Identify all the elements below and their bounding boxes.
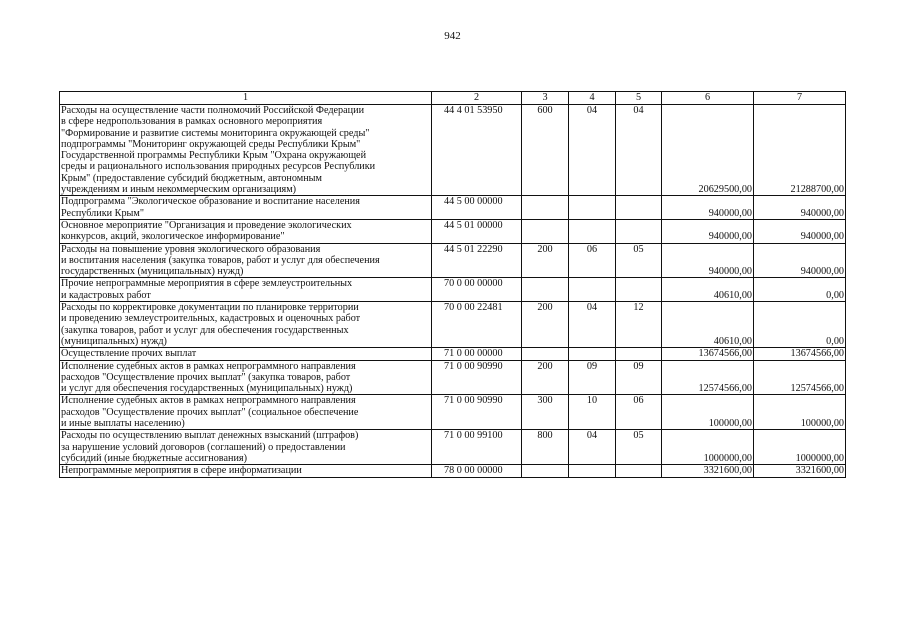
row-value-7: 13674566,00 xyxy=(754,348,846,360)
row-col4 xyxy=(569,219,616,243)
row-code: 71 0 00 90990 xyxy=(432,360,522,395)
row-description: Прочие непрограммные мероприятия в сфере землеустроительных и кадастровых работ xyxy=(60,278,432,302)
row-value-7: 21288700,00 xyxy=(754,105,846,196)
row-code: 70 0 00 22481 xyxy=(432,302,522,348)
table-row xyxy=(60,465,846,477)
column-header: 4 xyxy=(569,92,616,105)
row-col4: 09 xyxy=(569,360,616,395)
row-code: 71 0 00 90990 xyxy=(432,395,522,430)
row-col4 xyxy=(569,348,616,360)
row-description: Расходы на осуществление части полномочий Российской Федерации в сфере недропользования в рамках основного мероприятия "Формирование и развитие системы мониторинга окружающей среды" подпрограммы "Мониторинг окружающей среды Республики Крым" Государственной программы Республики Крым "Охрана окружающей среды и рационального использования природных ресурсов Республики Крым" (предоставление субсидий бюджетным, автономным учреждениям и иным некоммерческим организациям) xyxy=(60,105,432,196)
row-col5 xyxy=(616,278,662,302)
row-code: 44 4 01 53950 xyxy=(432,105,522,196)
row-col3 xyxy=(522,219,569,243)
row-value-6: 940000,00 xyxy=(662,219,754,243)
row-col4: 04 xyxy=(569,430,616,465)
row-col5: 05 xyxy=(616,430,662,465)
row-value-7: 3321600,00 xyxy=(754,465,846,477)
row-col4: 04 xyxy=(569,302,616,348)
table-row xyxy=(60,105,846,196)
table-row xyxy=(60,395,846,430)
row-value-7: 940000,00 xyxy=(754,219,846,243)
row-value-6: 12574566,00 xyxy=(662,360,754,395)
row-value-7: 940000,00 xyxy=(754,196,846,220)
table-row xyxy=(60,430,846,465)
row-description: Осуществление прочих выплат xyxy=(60,348,432,360)
row-value-6: 13674566,00 xyxy=(662,348,754,360)
row-description: Исполнение судебных актов в рамках непрограммного направления расходов "Осуществление прочих выплат" (социальное обеспечение и иные выплаты населению) xyxy=(60,395,432,430)
column-header: 1 xyxy=(60,92,432,105)
table-row xyxy=(60,278,846,302)
row-code: 44 5 00 00000 xyxy=(432,196,522,220)
row-value-7: 0,00 xyxy=(754,278,846,302)
table-row xyxy=(60,348,846,360)
row-value-7: 12574566,00 xyxy=(754,360,846,395)
row-value-6: 40610,00 xyxy=(662,302,754,348)
column-header: 7 xyxy=(754,92,846,105)
table-row xyxy=(60,196,846,220)
row-col4 xyxy=(569,196,616,220)
row-value-6: 40610,00 xyxy=(662,278,754,302)
row-code: 71 0 00 00000 xyxy=(432,348,522,360)
row-value-7: 100000,00 xyxy=(754,395,846,430)
row-value-6: 940000,00 xyxy=(662,243,754,278)
row-col4 xyxy=(569,465,616,477)
row-col3: 200 xyxy=(522,243,569,278)
row-value-6: 1000000,00 xyxy=(662,430,754,465)
row-col3: 300 xyxy=(522,395,569,430)
table-row xyxy=(60,360,846,395)
row-col4: 04 xyxy=(569,105,616,196)
row-col3: 800 xyxy=(522,430,569,465)
budget-table xyxy=(59,91,846,478)
row-col5 xyxy=(616,196,662,220)
row-description: Непрограммные мероприятия в сфере информатизации xyxy=(60,465,432,477)
table-row xyxy=(60,302,846,348)
row-col4: 10 xyxy=(569,395,616,430)
row-col3: 600 xyxy=(522,105,569,196)
row-code: 71 0 00 99100 xyxy=(432,430,522,465)
row-value-7: 940000,00 xyxy=(754,243,846,278)
row-code: 78 0 00 00000 xyxy=(432,465,522,477)
row-description: Расходы по осуществлению выплат денежных взысканий (штрафов) за нарушение условий договоров (соглашений) о предоставлении субсидий (иные бюджетные ассигнования) xyxy=(60,430,432,465)
row-code: 70 0 00 00000 xyxy=(432,278,522,302)
row-col5: 09 xyxy=(616,360,662,395)
table-row xyxy=(60,243,846,278)
page-number: 942 xyxy=(444,30,461,42)
row-description: Расходы по корректировке документации по планировке территории и проведению землеустроительных, кадастровых и оценочных работ (закупка товаров, работ и услуг для обеспечения государственных (муниципальных) нужд) xyxy=(60,302,432,348)
row-value-6: 940000,00 xyxy=(662,196,754,220)
row-col4 xyxy=(569,278,616,302)
row-value-6: 3321600,00 xyxy=(662,465,754,477)
row-value-7: 1000000,00 xyxy=(754,430,846,465)
row-value-7: 0,00 xyxy=(754,302,846,348)
table-row xyxy=(60,219,846,243)
row-col3 xyxy=(522,278,569,302)
row-col5: 06 xyxy=(616,395,662,430)
row-description: Расходы на повышение уровня экологического образования и воспитания населения (закупка товаров, работ и услуг для обеспечения государственных (муниципальных) нужд) xyxy=(60,243,432,278)
table-header-row xyxy=(60,92,846,105)
row-col5: 05 xyxy=(616,243,662,278)
column-header: 5 xyxy=(616,92,662,105)
row-col3 xyxy=(522,348,569,360)
row-col5 xyxy=(616,219,662,243)
row-code: 44 5 01 22290 xyxy=(432,243,522,278)
row-col3: 200 xyxy=(522,302,569,348)
row-col5: 12 xyxy=(616,302,662,348)
row-description: Подпрограмма "Экологическое образование и воспитание населения Республики Крым" xyxy=(60,196,432,220)
row-col3 xyxy=(522,465,569,477)
row-col3: 200 xyxy=(522,360,569,395)
row-value-6: 100000,00 xyxy=(662,395,754,430)
row-col3 xyxy=(522,196,569,220)
row-value-6: 20629500,00 xyxy=(662,105,754,196)
column-header: 2 xyxy=(432,92,522,105)
row-code: 44 5 01 00000 xyxy=(432,219,522,243)
row-col5: 04 xyxy=(616,105,662,196)
row-description: Основное мероприятие "Организация и проведение экологических конкурсов, акций, экологическое информирование" xyxy=(60,219,432,243)
column-header: 3 xyxy=(522,92,569,105)
row-description: Исполнение судебных актов в рамках непрограммного направления расходов "Осуществление прочих выплат" (закупка товаров, работ и услуг для обеспечения государственных (муниципальных) нужд) xyxy=(60,360,432,395)
row-col5 xyxy=(616,348,662,360)
row-col5 xyxy=(616,465,662,477)
column-header: 6 xyxy=(662,92,754,105)
row-col4: 06 xyxy=(569,243,616,278)
